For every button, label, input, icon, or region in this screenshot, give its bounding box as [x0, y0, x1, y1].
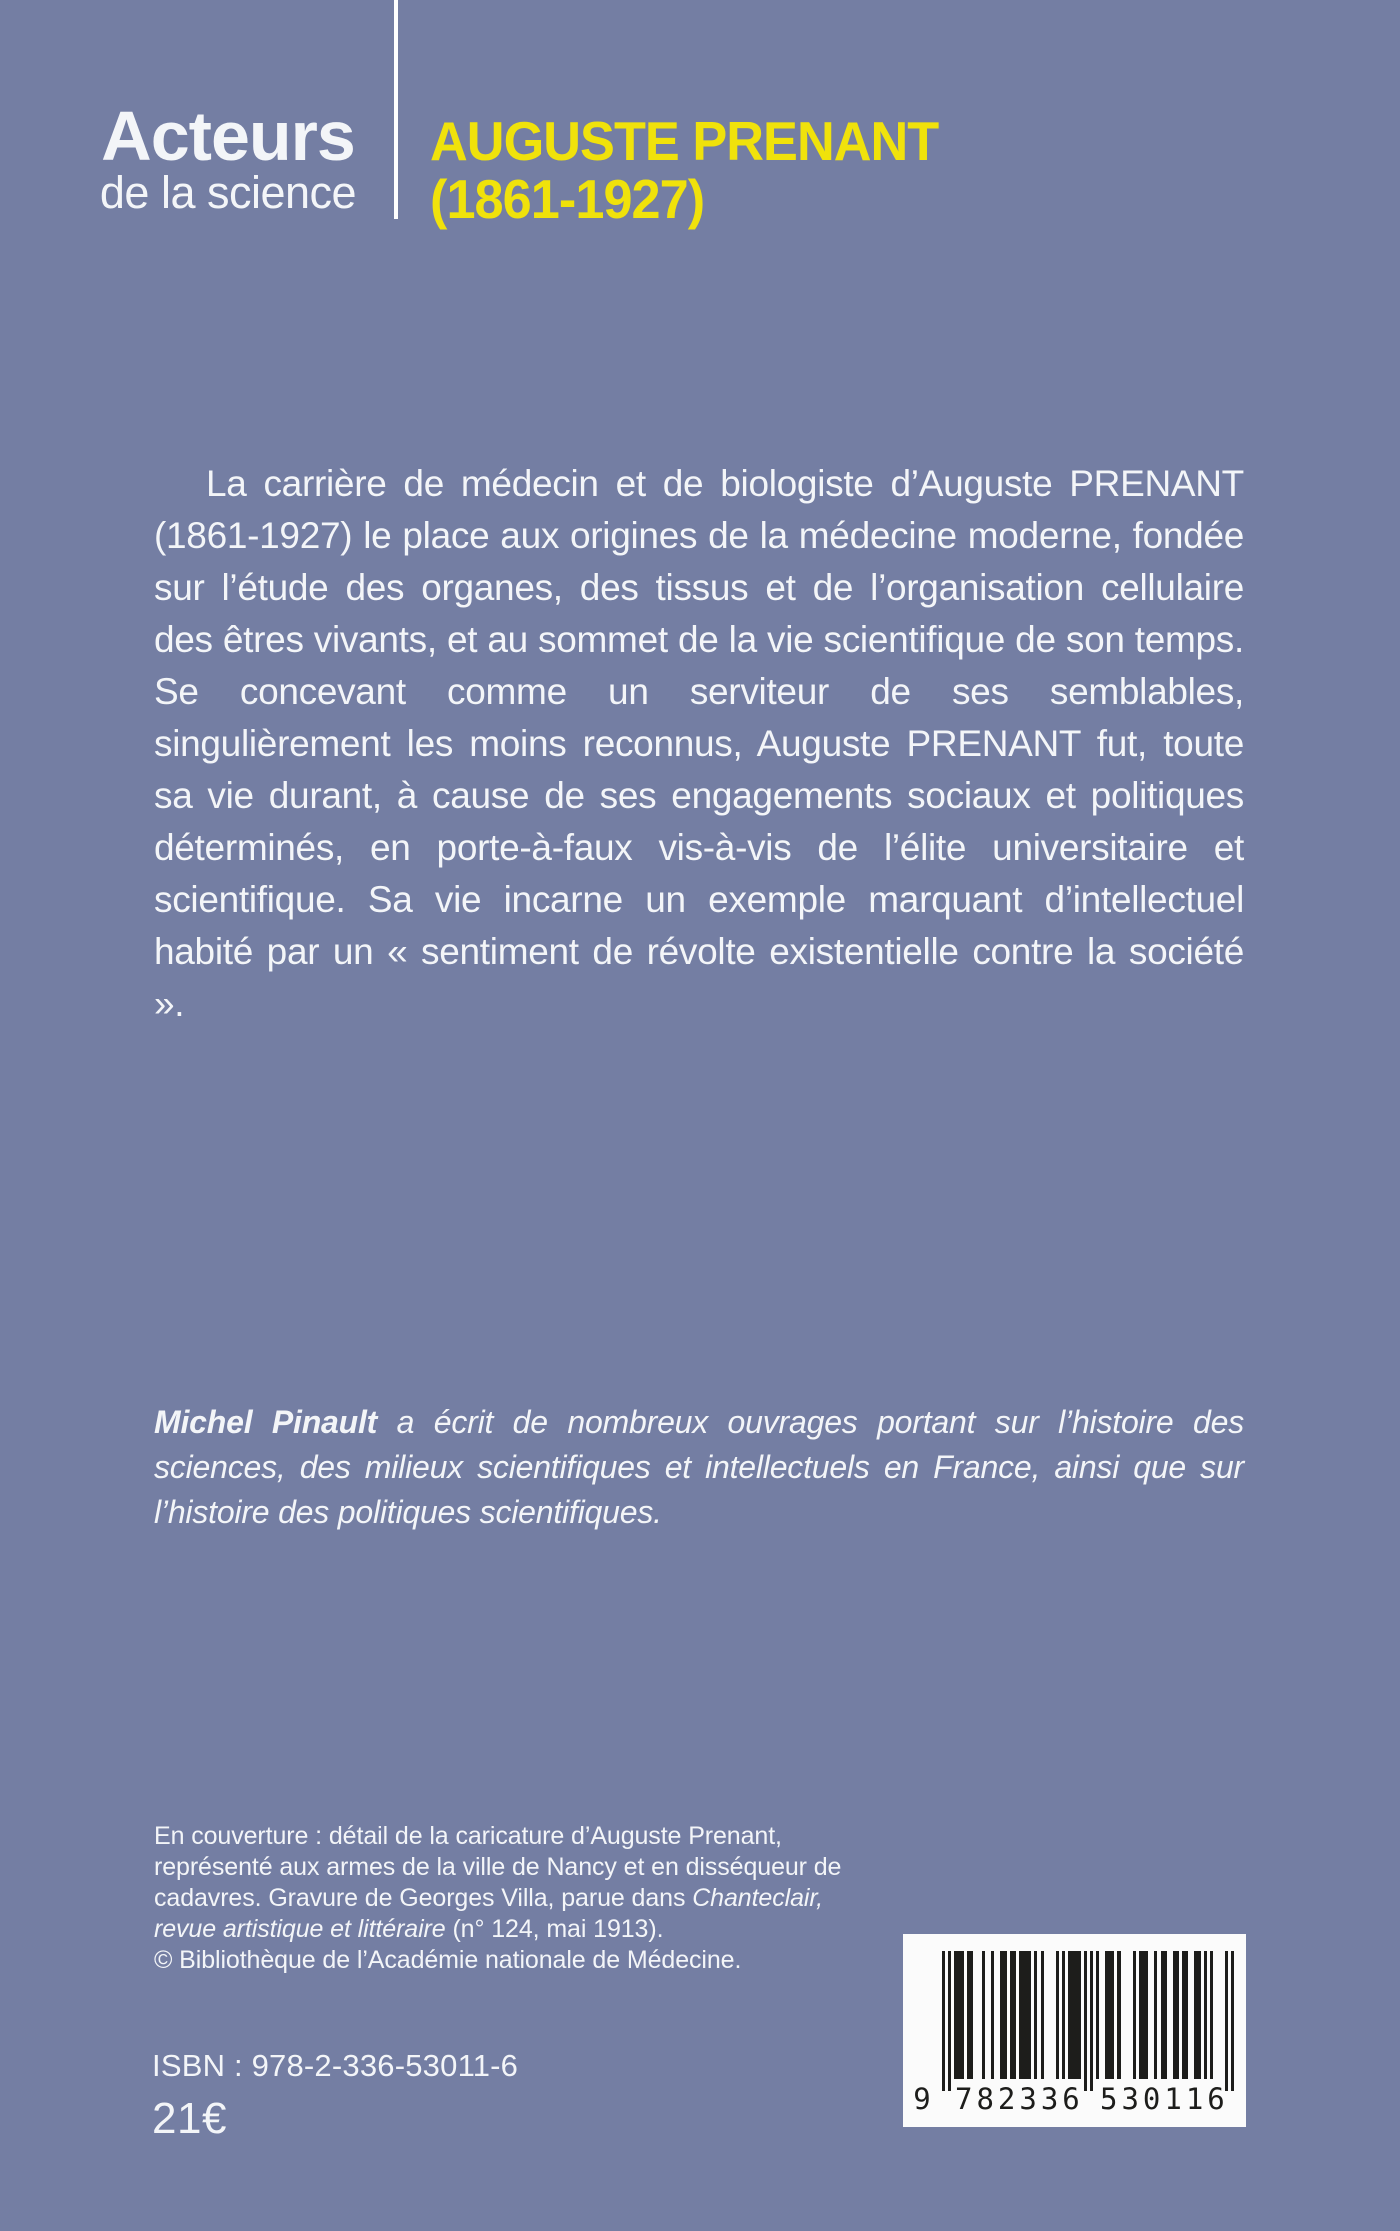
credit-line: revue artistique et littéraire (n° 124, mai 1913). [154, 1915, 664, 1943]
barcode-digit-prefix: 9 [913, 2082, 931, 2116]
credit-line: représenté aux armes de la ville de Nancy et en disséqueur de [154, 1853, 842, 1881]
summary-paragraph: La carrière de médecin et de biologiste d’Auguste PRENANT (1861-1927) le place aux origines de la médecine moderne, fondée sur l’étude des organes, des tissus et de l’organisation cellulaire des êtres vivants, et au sommet de la vie scientifique de son temps. Se concevant comme un serviteur de ses semblables, singulièrement les moins reconnus, Auguste PRENANT fut, toute sa vie durant, à cause de ses engagements sociaux et politiques déterminés, en porte-à-faux vis-à-vis de l’élite universitaire et scientifique. Sa vie incarne un exemple marquant d’intellectuel habité par un « sentiment de révolte existentielle contre la société ». [154, 463, 1244, 1024]
barcode-digits-left: 782336 [955, 2082, 1084, 2116]
credit-line: © Bibliothèque de l’Académie nationale de Médecine. [154, 1946, 742, 1974]
price-label: 21€ [152, 2094, 227, 2143]
barcode-digits-right: 530116 [1100, 2082, 1229, 2116]
isbn-label: ISBN : 978-2-336-53011-6 [152, 2048, 519, 2083]
book-title [430, 112, 938, 228]
collection-name-secondary: de la science [99, 167, 357, 218]
book-title-line-2: (1861-1927) [430, 168, 705, 230]
author-bio [154, 1400, 1244, 1535]
author-bio-text: a écrit de nombreux ouvrages portant sur l’histoire des sciences, des milieux scientifiques et intellectuels en France, ainsi que sur l’histoire des politiques scientifiques. [154, 1404, 1245, 1530]
barcode [903, 1934, 1246, 2127]
collection-logo [88, 97, 368, 218]
cover-credit [154, 1821, 934, 1976]
author-name: Michel Pinault [154, 1404, 378, 1440]
header-divider [394, 0, 398, 219]
collection-name-primary: Acteurs [101, 97, 355, 175]
barcode-bars [942, 1951, 1234, 2091]
book-title-line-1: AUGUSTE PRENANT [430, 110, 939, 172]
credit-line: En couverture : détail de la caricature d’Auguste Prenant, [154, 1822, 782, 1850]
credit-line: cadavres. Gravure de Georges Villa, parue dans Chanteclair, [154, 1884, 824, 1912]
